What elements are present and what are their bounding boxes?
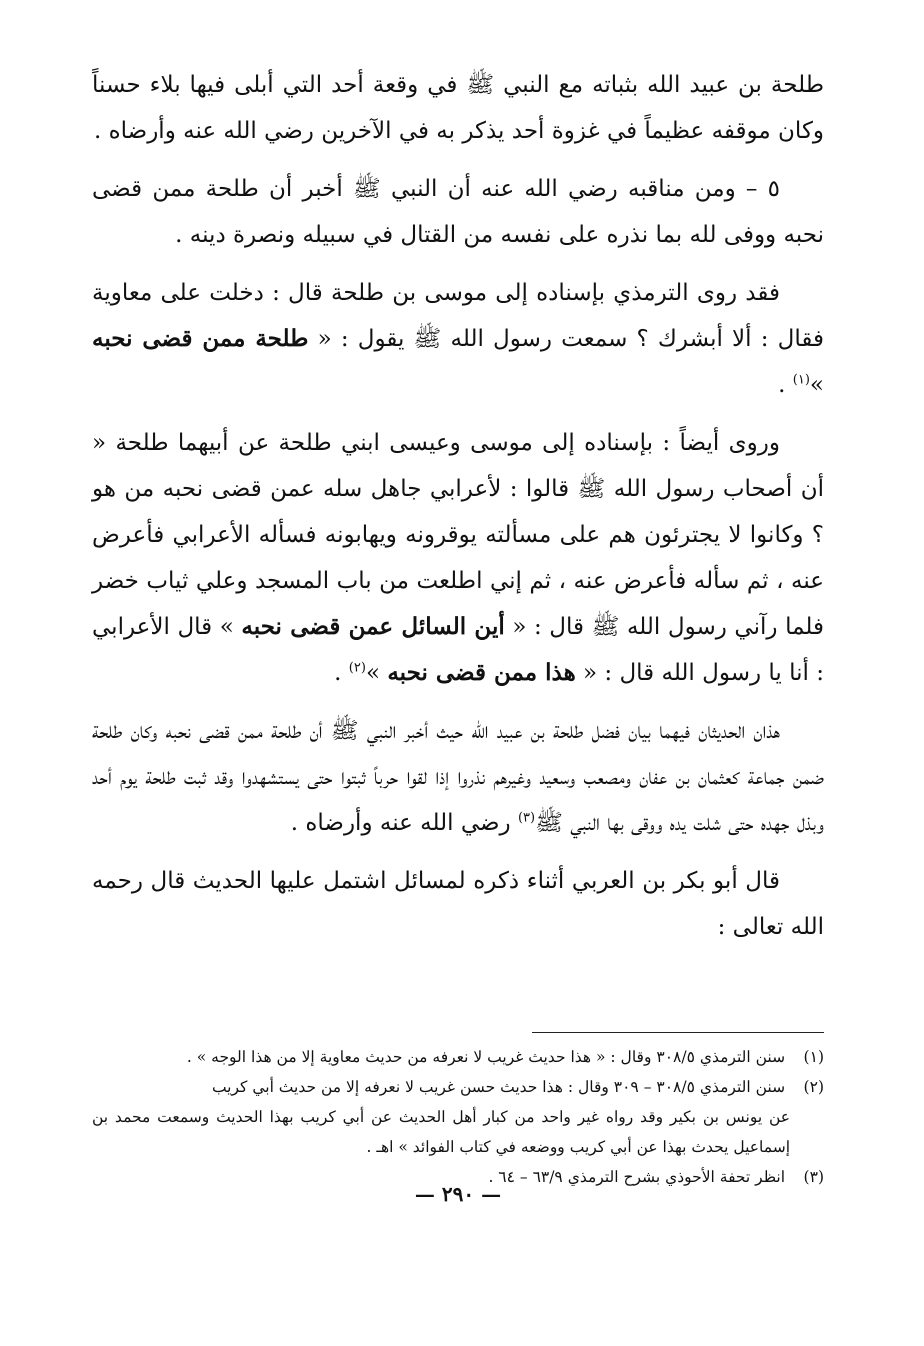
footnote-3-text: انظر تحفة الأحوذي بشرح الترمذي ٦٣/٩ – ٦٤ . [488,1168,786,1186]
footnote-ref-3[interactable]: (٣) [517,810,536,826]
footnote-2-continuation [92,1102,824,1162]
footnote-1-number: (١) [803,1048,824,1066]
paragraph-6 [92,858,824,950]
footnote-ref-1[interactable]: (١) [792,372,810,388]
footnote-2-number: (٢) [803,1078,824,1096]
hadith-quote-emphasis-1: أين السائل عمن قضى نحبه [241,613,505,640]
paragraph-2-text: ٥ – ومن مناقبه رضي الله عنه أن النبي ﷺ أخبر أن طلحة ممن قضى نحبه ووفى لله بما نذره على نفسه من القتال في سبيله ونصرة دينه . [92,176,824,248]
page-body [92,62,824,1346]
paragraph-3-end: . [778,372,793,398]
footnote-ref-2[interactable]: (٢) [348,660,366,676]
paragraph-4-text-before: وروى أيضاً : بإسناده إلى موسى وعيسى ابني طلحة عن أبيهما طلحة « أن أصحاب رسول الله ﷺ قالوا : لأعرابي جاهل سله عمن قضى نحبه من هو ؟ وكانوا لا يجترئون هم على مسألته يوقرونه ويهابونه فسأله الأعرابي فأعرض عنه ، ثم سأله فأعرض عنه ، ثم إني اطلعت من باب المسجد وعلي ثياب خضر فلما رآني رسول الله ﷺ قال : « [92,430,824,640]
paragraph-1-text: طلحة بن عبيد الله بثباته مع النبي ﷺ في وقعة أحد التي أبلى فيها بلاء حسناً وكان موقفه عظيماً في غزوة أحد يذكر به في الآخرين رضي الله عنه وأرضاه . [92,72,824,144]
paragraph-2 [92,166,824,258]
paragraph-3-text-before: فقد روى الترمذي بإسناده إلى موسى بن طلحة قال : دخلت على معاوية فقال : ألا أبشرك ؟ سمعت رسول الله ﷺ يقول : « [92,280,824,352]
paragraph-4-text-after: » [365,660,388,686]
footnotes [92,1042,824,1192]
footnote-divider [532,1032,824,1033]
page-number: — ٢٩٠ — [414,1182,502,1206]
paragraph-6-text: قال أبو بكر بن العربي أثناء ذكره لمسائل اشتمل عليها الحديث قال رحمه الله تعالى : [92,868,824,940]
footnote-2-text: سنن الترمذي ٣٠٨/٥ – ٣٠٩ وقال : هذا حديث حسن غريب لا نعرفه إلا من حديث أبي كريب [211,1078,786,1096]
footnote-1-text: سنن الترمذي ٣٠٨/٥ وقال : « هذا حديث غريب لا نعرفه من حديث معاوية إلا من هذا الوجه » . [186,1048,786,1066]
paragraph-1 [92,62,824,154]
hadith-quote-emphasis-2: هذا ممن قضى نحبه [387,659,576,686]
paragraph-3 [92,270,824,408]
paragraph-5 [92,708,824,846]
paragraph-5-text-before: هذان الحديثان فيهما بيان فضل طلحة بن عبيد الله حيث أخبر النبي ﷺ أن طلحة ممن قضى نحبه وكان طلحة ضمن جماعة كعثمان بن عفان ومصعب وسعيد وغيرهم نذروا إذا لقوا حرباً ثبتوا حتى يستشهدوا وقد ثبت طلحة يوم أحد وبذل جهده حتى شلت يده ووقى بها النبي ﷺ [92,718,824,836]
paragraph-4 [92,420,824,696]
footnote-3-number: (٣) [803,1168,824,1186]
paragraph-5-text-after: رضي الله عنه وأرضاه . [290,810,518,836]
footnote-1 [92,1042,824,1072]
paragraph-4-end: . [334,660,349,686]
footnote-2 [92,1072,824,1102]
paragraph-4-text-middle: » قال الأعرابي : أنا يا رسول الله قال : « [92,614,824,686]
paragraph-3-text-after: » [809,372,824,398]
hadith-quote-emphasis: طلحة ممن قضى نحبه [92,325,309,352]
footnote-2-continuation-text: عن يونس بن بكير وقد رواه غير واحد من كبار أهل الحديث عن أبي كريب بهذا الحديث وسمعت محمد بن إسماعيل يحدث بهذا عن أبي كريب ووضعه في كتاب الفوائد » اهـ . [92,1108,790,1156]
